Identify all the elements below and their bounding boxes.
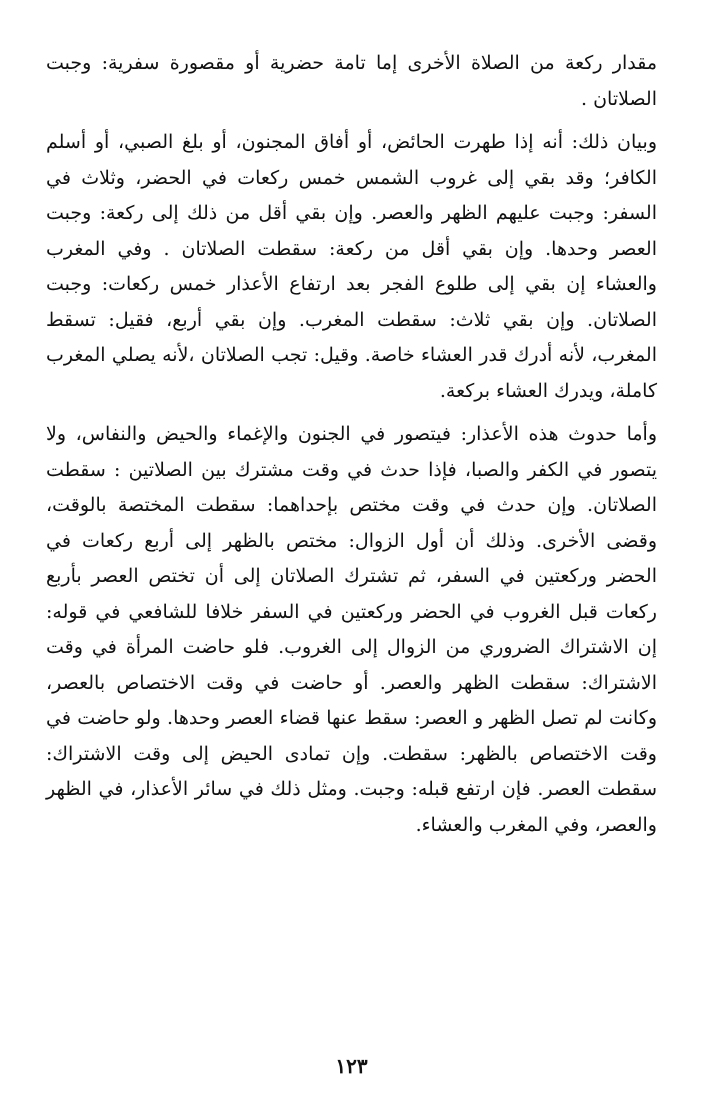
paragraph-1: مقدار ركعة من الصلاة الأخرى إما تامة حضرية أو مقصورة سفرية: وجبت الصلاتان . [46, 52, 657, 110]
paragraph-3: وأما حدوث هذه الأعذار: فيتصور في الجنون والإغماء والحيض والنفاس، ولا يتصور في الكفر والصبا، فإذا حدث في وقت مشترك بين الصلاتين : سقطت الصلاتان. وإن حدث في وقت مختص بإحداهما: سقطت المختصة بالوقت، وقضى الأخرى. وذلك أن أول الزوال: مختص بالظهر إلى أربع ركعات في الحضر وركعتين في السفر، ثم تشترك الصلاتان إلى أن تختص العصر بأربع ركعات قبل الغروب في الحضر وركعتين في السفر خلافا للشافعي في قوله: إن الاشتراك الضروري من الزوال إلى الغروب. فلو حاضت المرأة في وقت الاشتراك: سقطت الظهر والعصر. أو حاضت في وقت الاختصاص بالعصر، وكانت لم تصل الظهر و العصر: سقط عنها قضاء العصر وحدها. ولو حاضت في وقت الاختصاص بالظهر: سقطت. وإن تمادى الحيض إلى وقت الاشتراك: سقطت العصر. فإن ارتفع قبله: وجبت. ومثل ذلك في سائر الأعذار، في الظهر والعصر، وفي المغرب والعشاء. [46, 423, 657, 836]
page-number: ١٢٣ [335, 1054, 368, 1078]
paragraph-2: وبيان ذلك: أنه إذا طهرت الحائض، أو أفاق المجنون، أو بلغ الصبي، أو أسلم الكافر؛ وقد بقي إلى غروب الشمس خمس ركعات في الحضر، وثلاث في السفر: وجبت عليهم الظهر والعصر. وإن بقي أقل من ذلك إلى ركعة: وجبت العصر وحدها. وإن بقي أقل من ركعة: سقطت الصلاتان . وفي المغرب والعشاء إن بقي إلى طلوع الفجر بعد ارتفاع الأعذار خمس ركعات: وجبت الصلاتان. وإن بقي ثلاث: سقطت المغرب. وإن بقي أربع، فقيل: تسقط المغرب، لأنه أدرك قدر العشاء خاصة. وقيل: تجب الصلاتان ،لأنه يصلي المغرب كاملة، ويدرك العشاء بركعة. [46, 131, 657, 402]
body-text [46, 46, 657, 851]
